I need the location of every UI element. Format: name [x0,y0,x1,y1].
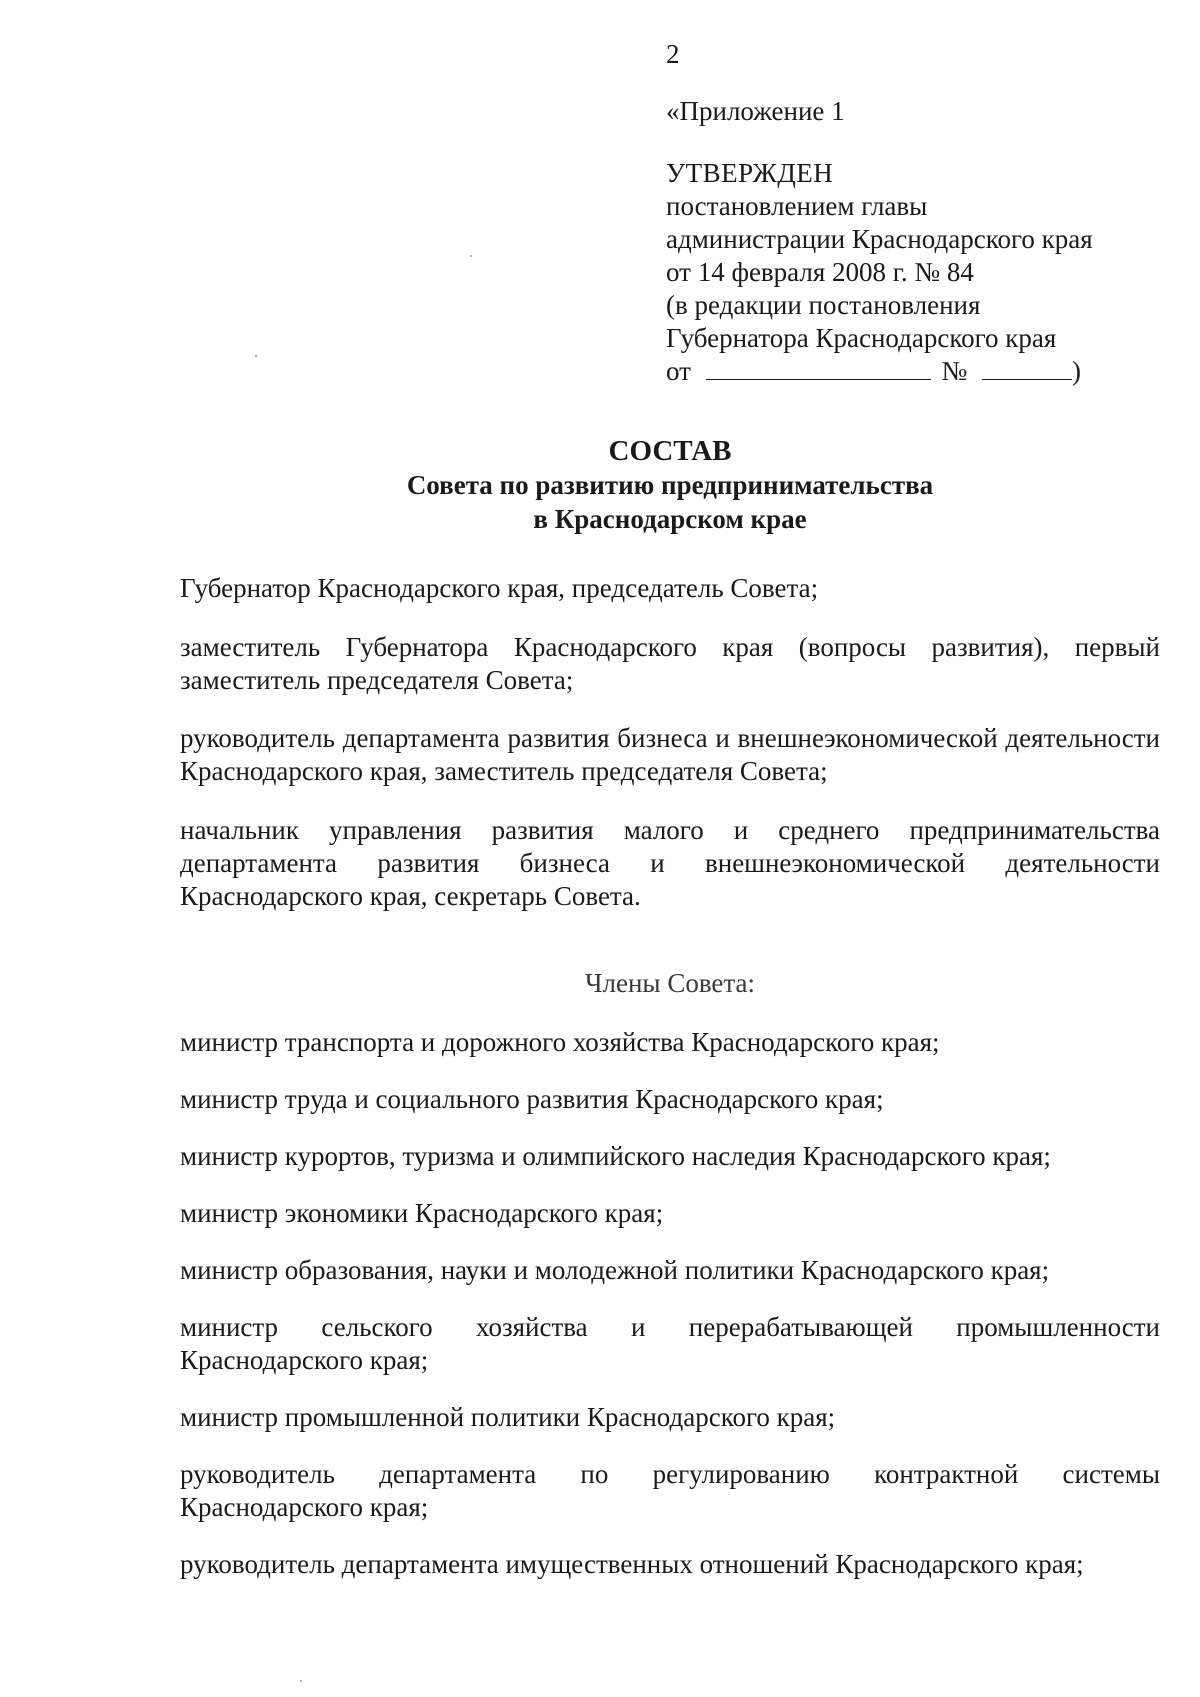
member-entry: министр сельского хозяйства и перерабатывающей промышленности Краснодарского края; [180,1312,1160,1375]
approval-line: Губернатора Краснодарского края [666,323,1057,353]
approval-line: постановлением главы [666,191,928,221]
member-entry: руководитель департамента имущественных отношений Краснодарского края; [180,1549,1084,1579]
scan-speck [470,255,472,257]
member-entry: руководитель департамента по регулированию контрактной системы Краснодарского края; [180,1459,1160,1522]
approval-date-line [666,355,1136,388]
approval-line: администрации Краснодарского края [666,224,1093,254]
approval-line: от 14 февраля 2008 г. № 84 [666,257,974,287]
scan-speck [300,1680,302,1682]
member-entry: министр курортов, туризма и олимпийского наследия Краснодарского края; [180,1141,1051,1171]
members-heading: Члены Совета: [584,968,756,998]
date-blank [706,357,931,380]
title-main: СОСТАВ [608,435,732,467]
member-entry: министр промышленной политики Краснодарского края; [180,1402,836,1432]
member-entry: министр транспорта и дорожного хозяйства Краснодарского края; [180,1027,940,1057]
number-blank [982,357,1072,380]
member-entry: министр образования, науки и молодежной политики Краснодарского края; [180,1255,1050,1285]
scan-speck [255,355,257,357]
number-sign: № [941,356,968,386]
title-line: в Краснодарском крае [533,504,807,534]
approved-heading: УТВЕРЖДЕН [666,158,834,188]
leadership-entry: руководитель департамента развития бизнеса и внешнеэкономической деятельности Краснодарского края, заместитель председателя Совета; [180,723,1160,786]
date-prefix: от [666,356,691,386]
member-entry: министр труда и социального развития Краснодарского края; [180,1084,884,1114]
leadership-entry: начальник управления развития малого и среднего предпринимательства департамента развития бизнеса и внешнеэкономической деятельности Краснодарского края, секретарь Совета. [180,815,1160,911]
members-list [180,1026,1160,1605]
leadership-entry: Губернатор Краснодарского края, председатель Совета; [180,573,819,603]
leadership-entry: заместитель Губернатора Краснодарского края (вопросы развития), первый заместитель председателя Совета; [180,632,1160,695]
page-number: 2 [666,39,680,69]
closing-paren: ) [1071,356,1081,386]
title-line: Совета по развитию предпринимательства [406,470,934,500]
member-entry: министр экономики Краснодарского края; [180,1198,664,1228]
document-title [180,434,1160,536]
appendix-label: «Приложение 1 [666,96,845,126]
approval-line: (в редакции постановления [666,290,981,320]
approval-block [666,95,1136,388]
